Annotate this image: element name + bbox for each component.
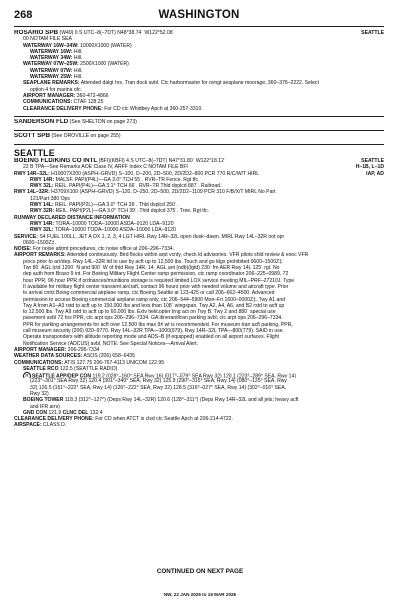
line-text: CLASS D.	[41, 422, 67, 429]
line-label: RUNWAY DECLARED DISTANCE INFORMATION	[14, 214, 130, 221]
line-label: AIRPORT MANAGER:	[14, 346, 67, 353]
divider	[14, 130, 384, 131]
line-text: 122.5 (SEATTLE RADIO)	[58, 365, 118, 372]
line-label: WATERWAY 16W–34W:	[23, 42, 79, 49]
city-section-title: SEATTLE	[14, 148, 55, 158]
chart-products: IAP, AD	[366, 170, 384, 177]
line-text: Notification Service (ADCUS) avbl. NOTE: See Special Notices—Arrival Alert.	[23, 340, 198, 347]
line-label: GND CON	[23, 409, 48, 416]
line-label: RWY 14R:	[30, 176, 55, 183]
effective-dates: NW, 22 JAN 2026 to 19 MAR 2026	[163, 592, 237, 597]
line-text: to 12,500 lbs. Twy A9 rstd to acft up to 60,000 lbs. Extv helicopter trng act on Twy B. Twy 2 and 880´ special use	[23, 309, 276, 316]
line-text: 360-472-4866	[75, 92, 109, 99]
line-label: COMMUNICATIONS:	[23, 99, 73, 106]
line-text: Hill.	[72, 74, 83, 81]
line-text: permission to access Boeing commercial airplane ramp only, ctc 206–544–5900 Mon–Fri 1600–0000Z‡. Twy A1 and	[23, 296, 286, 303]
line-text: 206-296-7334	[66, 346, 100, 353]
line-label: WATERWAY 07W–25W:	[23, 61, 79, 68]
line-text: Attended dalgt hrs. Tran dock avbl. Ctc harbormaster for ovngt seaplane moorage, 360–376–2222. Select	[79, 80, 319, 87]
airport-name: BOEING FLD/KING CO INTL	[14, 158, 98, 164]
radar-symbol-icon: R	[23, 372, 31, 378]
line-label: AIRPORT REMARKS:	[14, 252, 66, 259]
line-text: H3709X100 (ASPH–GRVD) S–120, D–250, 2D–500, 2D/2D2–1109 PCR 310 F/B/X/T MIRL No Part	[49, 189, 276, 196]
line-label: NOISE:	[14, 246, 32, 253]
line-label: RWY 14R:	[30, 220, 55, 227]
line-text: REIL. PAPI(P4L)—GA 3.1° TCH 66´. RVR–TR Thld dsplcd 887´. Railroad.	[53, 183, 222, 190]
chart-name: SEATTLE	[361, 158, 384, 164]
line-label: SEAPLANE REMARKS:	[23, 80, 80, 87]
line-text: pavement avbl 72 hrs PPR, ctc arpt ops 206–296–7334. GA itinerant/tran parking avbl, ctc arpt ops 206–296–7334.	[23, 315, 283, 322]
line-text: Hill.	[72, 67, 83, 74]
line-text: 121/Part 380 Ops	[30, 195, 70, 202]
line-text: ATIS 127.75 206-767-4113 UNICOM 122.95	[63, 359, 165, 366]
line-label: CLEARANCE DELIVERY PHONE:	[23, 105, 103, 112]
line-text: Hill.	[72, 55, 83, 62]
page-header	[14, 9, 384, 23]
text-line	[14, 422, 384, 428]
divider	[14, 144, 384, 145]
airport-info: (BFI)(KBFI) 4 S UTC–8(–7DT) N47°31.80´ W122°18.12´	[97, 158, 226, 164]
line-label: RWY 14L–32R:	[14, 189, 50, 196]
airport-name: ROSARIO SPB	[14, 30, 59, 36]
line-text: For noise abtmt procedures, ctc noise office at 206–296–7334.	[31, 246, 175, 253]
airport-info: (W49) 0 S UTC–8(–7DT) N48°38.74´ W122°52.08´	[58, 30, 175, 36]
divider	[14, 116, 384, 117]
line-text: (223°–301° SEA Rwy 32) 120.4 (301°–340° SEA, Rwy 32) 125.9 (290°–315° SEA, Rwy 14) (080°–125° SEA, Rwy	[30, 378, 287, 385]
line-label: AIRSPACE:	[14, 422, 42, 429]
line-text: 32) 126.5 (161°–222° SEA, Rwy 14) (126°–222° SEA, Rwy 32) 128.5 (316°–027° SEA, Rwy 14) (302°–016° SEA,	[30, 384, 287, 391]
line-label: BOEING TOWER	[23, 397, 64, 404]
line-text: 10000X1000 (WATER)	[78, 42, 132, 49]
line-text: and IFR arrs)	[30, 403, 61, 410]
line-text: dep auth from Bravo 9 int. For Boeing Military Flight Center ramp permission, ctc ramp coordinator 206–225–0989, 72	[23, 271, 289, 278]
line-text: S4 FUEL 100LL, JET A OX 1, 2, 3, 4 LGT HIRL Rwy 14R–32L open dusk–dawn. MIRL Rwy 14L–32R not opr	[37, 233, 285, 240]
line-label: WATERWAY 25W:	[30, 74, 73, 81]
line-label: RWY 32L:	[30, 183, 54, 190]
rosario-spb-entry	[14, 30, 384, 112]
line-text: 119.2 (028°–160° SEA Rwy 16) (017°–079° SEA Rwy 32) 120.1 (223°–289° SEA, Rwy 14)	[91, 373, 297, 379]
cross-reference: (See OROVILLE on page 255)	[50, 133, 121, 139]
line-label: WEATHER DATA SOURCES:	[14, 353, 83, 360]
line-text: 22 B TPA—See Remarks AOE Class IV, ARFF Index C NOTAM FILE BFI	[23, 164, 188, 171]
line-label: CLEARANCE DELIVERY PHONE:	[14, 416, 94, 423]
line-label: COMMUNICATIONS:	[14, 359, 64, 366]
continued-notice: CONTINUED ON NEXT PAGE	[156, 568, 244, 575]
line-text: call museum security (206) 920–9770. Rwy 14L–32R TPA—1000(979), Rwy 14R–32L TPA—800(779). SAID in use.	[23, 328, 285, 335]
line-label: RWY 32L:	[30, 227, 54, 234]
line-label: AIRPORT MANAGER:	[23, 92, 76, 99]
line-label: SEATTLE RCO	[23, 365, 59, 372]
line-text: hour PPR, 96 hour PPR if ordnances/munitions storage is required limited LOX service meeting MIL–PRF–27210J. Type	[23, 277, 295, 284]
line-text: Twy A from A1–A3 rstd to acft up to 150,000 lbs and less than 108´ wingspan. Twy A2, A4, A6, and B2 rstd to acft up	[23, 302, 285, 309]
line-text: to arrival cntct Boing commercial airplane ramp, ctc Boeing Seattle at 123-425 or call 206–662–4500. Advanced	[23, 290, 275, 297]
line-label: RWY 14L:	[30, 202, 54, 209]
line-text: Rwy 32)	[30, 390, 49, 397]
chart-series: H–1B, L–1D	[355, 164, 384, 171]
line-label: SERVICE:	[14, 233, 38, 240]
page-number: 268	[14, 9, 33, 21]
line-label: SEATTLE APP/DEP CON	[32, 373, 92, 379]
line-label: WATERWAY 34W:	[30, 55, 73, 62]
line-text: Operate transponders with altitude reporting mode and ADS–B (if equipped) enabled on all airport surfaces. Flight	[23, 334, 279, 341]
line-label: RWY 32R:	[30, 208, 55, 215]
line-text: option 4 for marina ofc.	[30, 86, 83, 93]
line-text: ASOS (206) 658–6435	[82, 353, 135, 360]
header-rule	[14, 26, 384, 27]
line-text: PPR for parking arrangements for acft over 12,500 lbs max 9# wt is recommended. For museum tran acft parking, PPR,	[23, 321, 293, 328]
line-text: REIL. PAPI(P2L)—GA 3.0° TCH 39´. Thld dsplcd 375´. Tree. Rgt tfc.	[54, 208, 210, 215]
line-text: CTAF 128.25	[72, 99, 104, 106]
line-text: II available for military flight center transient aircraft, contact 96 hours prior with needed volume and aircraft type. Prior	[23, 283, 289, 290]
airport-name: SCOTT SPB	[14, 133, 51, 139]
line-text: Twr 80´ AGL lctd 1200´ N and 900´ W of thld Rwy 14R. 14´ AGL ant (ndb)(lgtd) 230´ fm AER Rwy 14L 125´ rgt. No	[23, 265, 280, 272]
cross-reference: (See SHELTON on page 273)	[68, 119, 137, 125]
line-text: 00 NOTAM FILE SEA	[23, 36, 72, 43]
chart-name: SEATTLE	[361, 30, 384, 36]
line-label: RWY 14R–32L:	[14, 170, 50, 177]
line-text: Attended continuously. Bird flocks within arpt vcnty, check ld advisories. VFR pilots shld review & exec VFR	[65, 252, 309, 259]
boeing-field-entry	[14, 158, 384, 429]
line-text: 121.9	[47, 409, 63, 416]
line-text: 118.3 (312°–127°) (Deps Rwy 14L–32R) 120.6 (128°–311°) (Deps Rwy 14R–32L and all jets; heavy acft	[63, 397, 299, 404]
line-text: Hill.	[72, 48, 83, 55]
line-text: For CD when ATCT is clsd ctc Seattle Apch at 206-214-4722.	[93, 416, 233, 423]
line-text: procs prior to arr/dep. Rwy 14L–32R ltd to use by acft up to 12,500 lbs. Touch and go ldgs prohibited 0600–1500Z‡.	[23, 258, 284, 265]
line-label: WATERWAY 16W:	[30, 48, 73, 55]
line-text: 0600–1500Z‡.	[23, 239, 56, 246]
line-text: For CD ctc Whidbey Apch at 360-257-3310.	[102, 105, 203, 112]
airport-name: SANDERSON FLD	[14, 119, 69, 125]
line-text: TORA–10000 TODA–10000 ASDA–9120 LDA–9120	[54, 220, 174, 227]
sanderson-entry	[14, 119, 384, 125]
line-label: WATERWAY 07W:	[30, 67, 73, 74]
scott-spb-entry	[14, 133, 384, 139]
line-text: REIL. PAPI(P2L)—GA 3.0° TCH 39´. Thld dsplcd 250´.	[53, 202, 178, 209]
state-title: WASHINGTON	[158, 9, 240, 21]
line-text: MALSF. PAPI(P4L)—GA 3.0° TCH 55´. RVR–TR Fence. Rgt tfc.	[54, 176, 200, 183]
line-label: CLNC DEL	[62, 409, 89, 416]
line-text: 132.4	[88, 409, 103, 416]
text-line	[14, 106, 384, 112]
line-text: TORA–10000 TODA–10000 ASDA–10000 LDA–9120	[53, 227, 176, 234]
line-text: H10007X200 (ASPH–GRVD) S–100, D–200, 2D–500, 2D/2D2–800 PCR 770 R/C/W/T HIRL	[49, 170, 260, 177]
line-text: 2500X1000 (WATER)	[78, 61, 129, 68]
